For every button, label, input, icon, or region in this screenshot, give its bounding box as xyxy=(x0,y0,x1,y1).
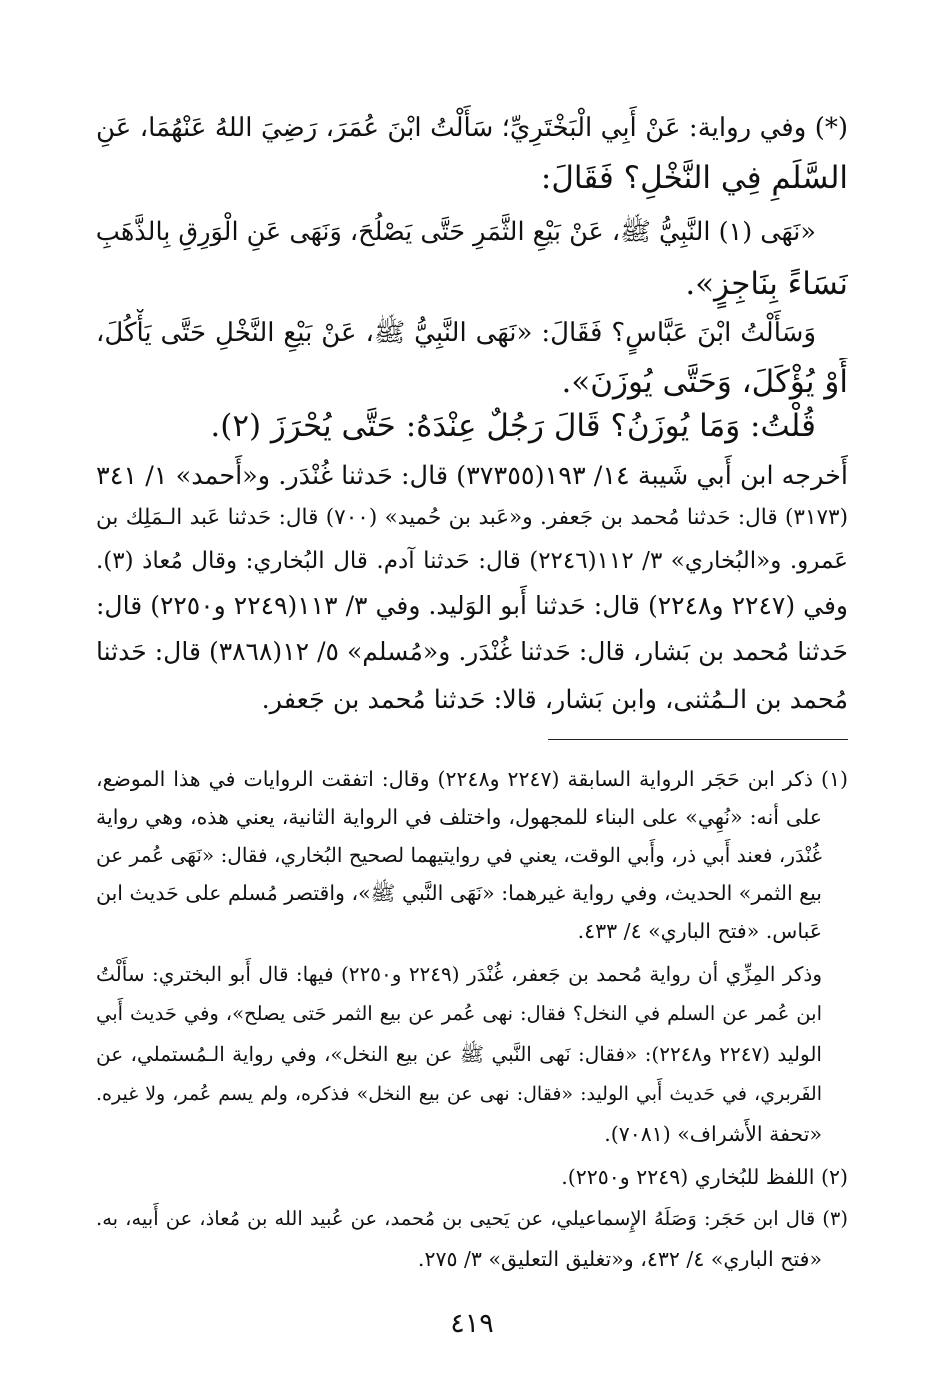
footnote-line: بيع الثمر» الحديث، وفي رواية غيرهما: «نَهَى النَّبي ﷺ»، واقتصر مُسلم على حَديث ابن xyxy=(96,881,822,905)
hadith-line: وَسَأَلْتُ ابْنَ عَبَّاسٍ؟ فَقَالَ: «نَهَى النَّبِيُّ ﷺ، عَنْ بَيْعِ النَّخْلِ حَتَّى يَأْكُلَ، xyxy=(96,318,816,348)
footnote-separator xyxy=(548,739,848,740)
footnote-line: الوليد (٢٢٤٧ و٢٢٤٨): «فقال: نَهى النَّبي ﷺ عن بيع النخل»، وفي رواية الـمُستملي، عن xyxy=(96,1042,822,1066)
footnote-line: على أنه: «نُهِي» على البناء للمجهول، واختلف في الرواية الثانية، يعني هذه، وهي رواية xyxy=(96,805,822,829)
hadith-line: أَوْ يُؤْكَلَ، وَحَتَّى يُوزَنَ». xyxy=(561,364,848,400)
footnote-line: (٣) قال ابن حَجَر: وَصَلَهُ الإِسماعيلي، عن يَحيى بن مُحمد، عن عُبيد الله بن مُعاذ، عن أَبيه، به. xyxy=(96,1207,848,1230)
takhrij-line: وفي (٢٢٤٧ و٢٢٤٨) قال: حَدثنا أَبو الوَليد. وفي ٣/ ١١٣(٢٢٤٩ و٢٢٥٠) قال: xyxy=(96,591,848,620)
hadith-line: «نَهَى (١) النَّبِيُّ ﷺ، عَنْ بَيْعِ الثَّمَرِ حَتَّى يَصْلُحَ، وَنَهَى عَنِ الْوَرِقِ بِالذَّهَبِ xyxy=(96,217,816,247)
footnote-line: وذكر المِزِّي أن رواية مُحمد بن جَعفر، غُنْدَر (٢٢٤٩ و٢٢٥٠) فيها: قال أَبو البختري: سأَلْتُ xyxy=(96,962,822,986)
takhrij-line: عَمرو. و«البُخاري» ٣/ ١١٢(٢٢٤٦) قال: حَدثنا آدم. قال البُخاري: وقال مُعاذ (٣). xyxy=(96,548,848,574)
footnote-line: (١) ذكر ابن حَجَر الرواية السابقة (٢٢٤٧ و٢٢٤٨) وقال: اتفقت الروايات في هذا الموضع، xyxy=(96,767,848,791)
hadith-line: السَّلَمِ فِي النَّخْلِ؟ فَقَالَ: xyxy=(540,160,848,196)
footnote-line: (٢) اللفظ للبُخاري (٢٢٤٩ و٢٢٥٠). xyxy=(561,1165,848,1189)
footnote-line: «تحفة الأَشراف» (٧٠٨١). xyxy=(604,1122,822,1146)
footnote-line: «فتح الباري» ٤/ ٤٣٢، و«تغليق التعليق» ٣/ ٢٧٥. xyxy=(417,1247,822,1271)
takhrij-line: (٣١٧٣) قال: حَدثنا مُحمد بن جَعفر. و«عَبد بن حُميد» (٧٠٠) قال: حَدثنا عَبد الـمَلِك بن xyxy=(96,505,848,530)
takhrij-line: أَخرجه ابن أَبي شَيبة ١٤/ ١٩٣(٣٧٣٥٥) قال: حَدثنا غُنْدَر. و«أَحمد» ١/ ٣٤١ xyxy=(96,461,848,491)
hadith-line: نَسَاءً بِنَاجِزٍ». xyxy=(685,266,848,302)
page-number: ٤١٩ xyxy=(450,1308,494,1339)
footnote-line: الفَربري، في حَديث أَبي الوليد: «فقال: نهى عن بيع النخل» فذكره، ولم يسم عُمر، ولا غيره. xyxy=(96,1083,822,1105)
footnote-line: عَباس. «فتح الباري» ٤/ ٤٣٣. xyxy=(577,919,822,943)
hadith-line: قُلْتُ: وَمَا يُوزَنُ؟ قَالَ رَجُلٌ عِنْدَهُ: حَتَّى يُحْرَزَ (٢). xyxy=(210,408,816,444)
takhrij-line: حَدثنا مُحمد بن بَشار، قال: حَدثنا غُنْدَر. و«مُسلم» ٥/ ١٢(٣٨٦٨) قال: حَدثنا xyxy=(96,637,848,666)
footnote-line: ابن عُمر عن السلم في النخل؟ فقال: نهى عُمر عن بيع الثمر حَتى يصلح»، وفي حَديث أَبي xyxy=(96,1002,822,1025)
footnote-line: غُنْدَر، فعند أَبي ذر، وأَبي الوقت، يعني في روايتيهما لصحيح البُخاري، فقال: «نَهَى عُمر عن xyxy=(96,843,822,867)
hadith-line: (*) وفي رواية: عَنْ أَبِي الْبَخْتَرِيِّ؛ سَأَلْتُ ابْنَ عُمَرَ، رَضِيَ اللهُ عَنْهُمَا، عَنِ xyxy=(96,113,848,143)
takhrij-line: مُحمد بن الـمُثنى، وابن بَشار، قالا: حَدثنا مُحمد بن جَعفر. xyxy=(261,685,848,715)
